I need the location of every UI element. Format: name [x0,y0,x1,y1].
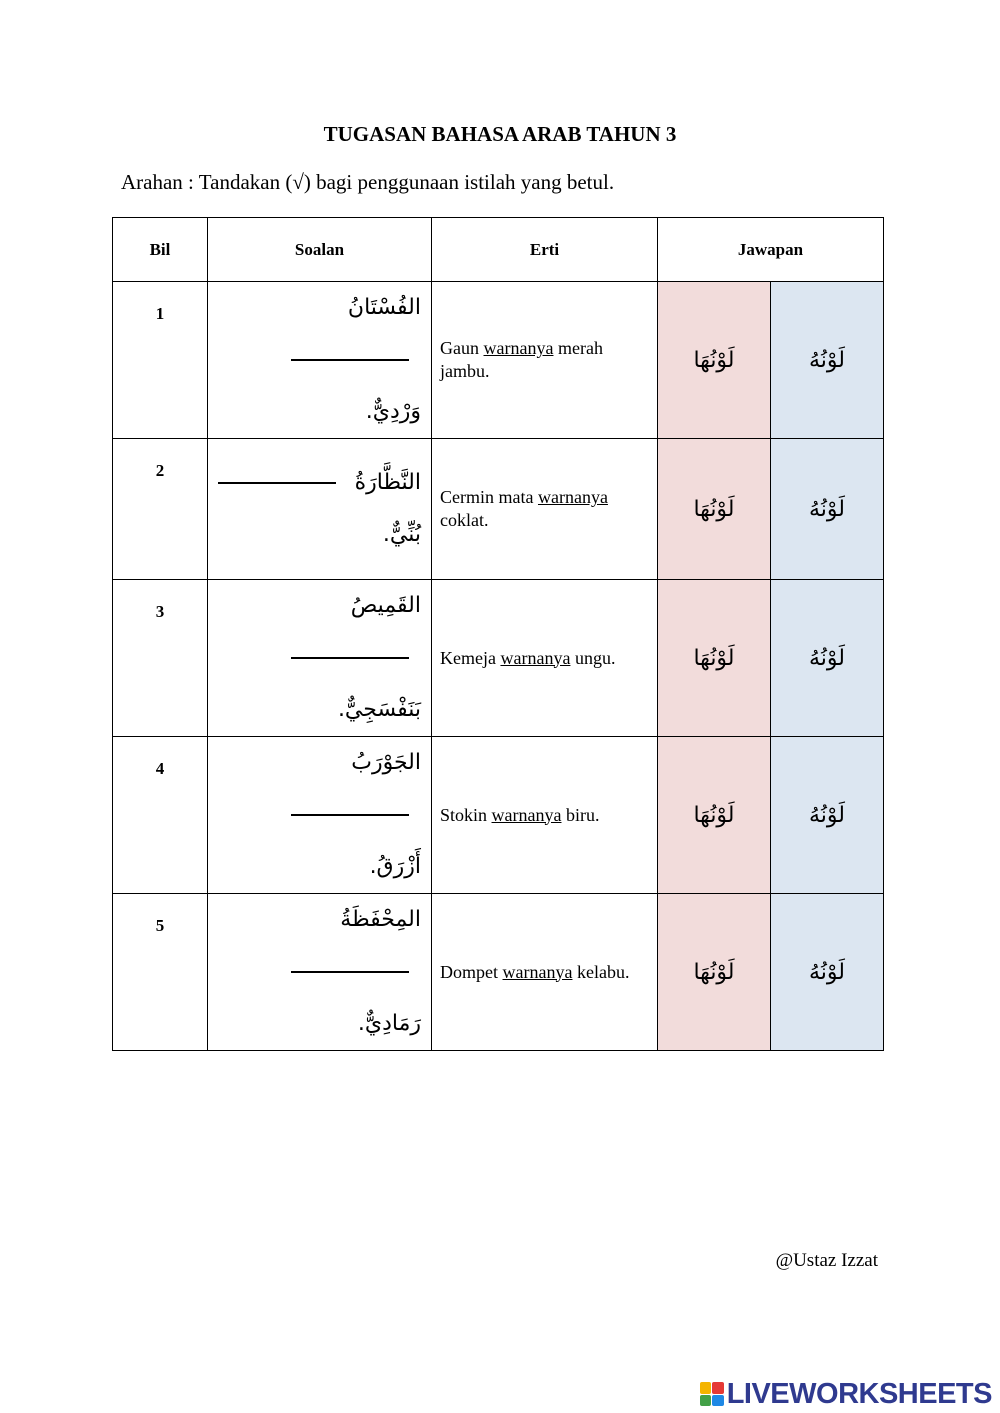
soalan-subject: الفُسْتَانُ [347,295,421,320]
bil-cell: 5 [113,894,208,1051]
answer-option-a[interactable]: لَوْنُهَا [658,737,771,894]
table-row [113,737,884,894]
erti-after: ungu. [570,647,616,668]
erti-cell [432,737,658,894]
soalan-subject: النَّظَّارَةُ [354,470,421,495]
answer-option-b[interactable]: لَوْنُهُ [771,894,884,1051]
answer-blank [291,657,409,659]
erti-underlined: warnanya [537,487,608,507]
instruction-text: Arahan : Tandakan (√) bagi penggunaan istilah yang betul. [121,170,615,194]
erti-before: Stokin [440,804,492,825]
erti-after: biru. [561,804,600,825]
bil-cell: 4 [113,737,208,894]
soalan-color: وَرْدِيٌّ. [365,399,421,424]
erti-cell [432,894,658,1051]
erti-underlined: warnanya [491,804,562,825]
soalan-cell [208,894,432,1051]
table-row [113,894,884,1051]
author-credit: @Ustaz Izzat [775,1250,878,1271]
header-jawapan: Jawapan [658,218,884,282]
liveworksheets-logo [700,1377,992,1411]
answer-blank [291,971,409,973]
answer-option-a[interactable]: لَوْنُهَا [658,282,771,439]
soalan-color: رَمَادِيٌّ. [357,1011,421,1036]
soalan-cell [208,439,432,580]
header-soalan: Soalan [208,218,432,282]
answer-blank [291,359,409,361]
page-title: TUGASAN BAHASA ARAB TAHUN 3 [323,122,677,146]
erti-before: Kemeja [440,647,501,668]
answer-option-b[interactable]: لَوْنُهُ [771,439,884,580]
answer-option-a[interactable]: لَوْنُهَا [658,580,771,737]
soalan-cell [208,282,432,439]
soalan-color: بَنَفْسَجِيٌّ. [337,697,421,722]
erti-after: merah jambu. [440,338,603,381]
erti-after: kelabu. [572,961,630,982]
bil-cell: 1 [113,282,208,439]
soalan-cell [208,737,432,894]
soalan-color: بُنِّيٌّ. [382,522,421,547]
liveworksheets-icon [700,1382,724,1406]
erti-underlined: warnanya [483,338,554,358]
answer-option-b[interactable]: لَوْنُهُ [771,737,884,894]
answer-option-b[interactable]: لَوْنُهُ [771,282,884,439]
answer-blank [218,482,336,484]
table-row [113,282,884,439]
erti-underlined: warnanya [502,961,573,982]
erti-cell [432,580,658,737]
soalan-subject: القَمِيصُ [350,593,421,618]
header-bil: Bil [113,218,208,282]
answer-option-a[interactable]: لَوْنُهَا [658,439,771,580]
erti-cell [432,282,658,439]
table-header-row [113,218,884,282]
table-row [113,580,884,737]
brand-name: LIVEWORKSHEETS [726,1377,992,1410]
soalan-subject: الجَوْرَبُ [351,750,421,775]
soalan-cell [208,580,432,737]
erti-underlined: warnanya [500,647,571,668]
erti-before: Dompet [440,961,503,982]
answer-option-b[interactable]: لَوْنُهُ [771,580,884,737]
erti-before: Gaun [440,338,484,358]
header-erti: Erti [432,218,658,282]
answer-option-a[interactable]: لَوْنُهَا [658,894,771,1051]
erti-before: Cermin mata [440,487,538,507]
bil-cell: 3 [113,580,208,737]
bil-cell: 2 [113,439,208,580]
erti-cell [432,439,658,580]
worksheet-table [112,217,884,1051]
soalan-subject: المِحْفَظَةُ [340,907,421,932]
soalan-color: أَزْرَقُ. [369,854,421,879]
table-row [113,439,884,580]
answer-blank [291,814,409,816]
erti-after: coklat. [440,510,489,530]
